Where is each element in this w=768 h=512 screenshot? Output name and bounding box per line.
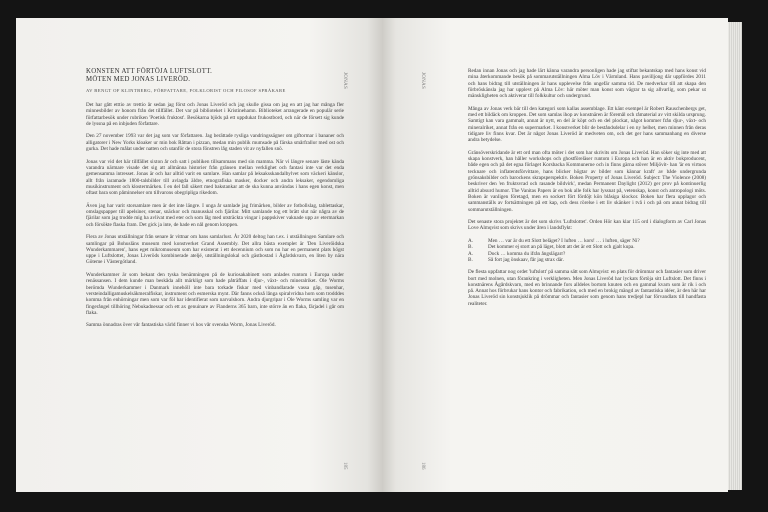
paragraph: De flesta uppfattar nog ordet 'luftslott' på samma sätt som Almqvist: en plats för drömmar och fantasier som driver bort med molnen, utan förankring i verkligheten. Men Jonas Liveröd har lyckats förtöja sitt Luftslott. Det finns i konstnärens Ågårdskvarn, med en brinnande fors alldeles bortom knuten och en gammal kvarn som är rik i och på. Annat hos förbrukar hans kontor och fabrikation, och med en brokig mängd av fantastiska idéer, är den här har Jonas Liveröd sin konstsjuklik på drömmar och fantasier som genom hans tredjepl har förvandlats till handfasta realiteter. (468, 269, 706, 307)
dialogue-line: Men … var är du ett Slott beläget? I luften … kors! … i luften, säger Ni? (488, 238, 640, 245)
page-edges (728, 22, 742, 490)
right-page (382, 18, 728, 492)
paragraph: Jonas var vid det här tillfället sixton år och satt i publiken tillsammans med sin mamma. När vi längre senare läste kända varandra närmare visade det sig att allmänna historier från gränsen mellan verklighet och fantasi inte var det enda gemensamma intresset. Jonas är och har alltid varit en samlare. Han samlar på leksaksskandalbylvet som väckeri känslor, allt från iaramade 1800-talsbilder till avlagda äldre, etnografiska masker, docker och andra leksaker, egendomliga musikinstrument och klostermärken. I en del fall säkert med bakstankar att de ska kunna användas i hans egen konst, men oftast bara som påminnelser om tillvarons obegripliga rikedom. (86, 158, 344, 197)
paragraph: Flera av Jonas utställningar från senare år vittnar om hans samlarlust. År 2020 deltog han t.ex. i utställningen Samlare och samlingar på Bohusläns museum med konstverket Grand Assembly. Det allra bästa exemplet är 'Den Liveröidska Wunderkammaren', hans eget mikromuseum som har existerat i ett decennium och som nu har en permanent plats högst uppe i Luftslottet, Jonas Liveröds kombinerade ateljé, utställningslokal och gästbostad i Ågårdskvarn, en liten by nära Göteme i Västergötland. (86, 234, 344, 266)
dialogue-speaker: A. (468, 238, 474, 245)
paragraph: Redan innan Jonas och jag hade lärt känna varandra personligen hade jag stiftat bekantskap med hans konst vid mina återkommande besök på sommarutställningen Alma Löv i Värmland. Hans pavilljong där uppfördes 2011 och hans bidrag till utställningen är hans upplevelse från ungefär samma tid. De medverkar till att skapa den förbröskänsla jag har upplevt på Alma Löv: här möter man konst som vägrar ta sig allvarlig, som pekar ut mänskligheten och aktiverar till folkkultur och undergrund. (468, 68, 706, 100)
paragraph: Många av Jonas verk bär till den kategori som kallas assemblage. Ett känt exempel är Robert Rauschenbergs get, med ett bildäck om kroppen. Det som samlas ihop av konstnären är föremål och råmaterial av vitt skilda ursprung. Samtigt kan vara gammalt, annat är nytt, en del är köpt och en del plockat, något kommer från djur-, växt- och mineralriket, annat från en supermarket. I konstverket blir de beståndsdelar i en ny helhet, men minnen från deras tidigare liv finns kvar. Det är något Jonas Liveröd är medveten om, och det ger hans sammanhang en diverse andra betydelse. (468, 105, 706, 144)
paragraph: Den 27 november 1993 var det jag som var författaren. Jag berättade rysliga vandringssägner om giftormar i bananer och alligatorer i New Yorks kloaker ur min bok Råttan i pizzan, medan min publik mumsade på färska smårfrallor med ost och gurka. Det hade målat under natten och utanför de stora fönstren låg staden vit av nyfallen snö. (86, 133, 344, 153)
article-subtitle: AV BENGT OF KLINTBERG, FÖRFATTARE, FOLKLORIST OCH FILOSOF SPRÅKARE (86, 88, 286, 93)
running-head-left: JONAS (342, 72, 347, 90)
dialogue-speaker: B. (468, 256, 473, 263)
running-head-right: JONAS (420, 72, 425, 90)
dialogue (468, 238, 706, 263)
right-text (468, 68, 706, 313)
dialogue-speaker: A. (468, 250, 474, 257)
article-title-line-2: MÖTEN MED JONAS LIVERÖD. (86, 76, 191, 83)
dialogue-line: Dock … komma du ifrån ångslägarr? (488, 250, 566, 257)
dialogue-line: Så fort jag önskaav, får jag strax där. (488, 256, 564, 263)
article-title-line-1: KONSTEN ATT FÖRTÖJA LUFTSLOTT. (86, 68, 213, 75)
paragraph: Det har gått etttio av trettio år sedan jag först och Jonas Liveröd och jag skulle gissa om jag en att jag har många fler minnesbilder av honom från det tillfället. Det var på biblioteket i Kristinehamn. Biblioteket arrangerade en populär serie författarbesök under rubriken 'Poetisk fruktost'. Besökarna bjöds på ett uppdukat frukostbord, och när de försett sig kunde de lyssna på en inbjuden författare. (86, 102, 344, 127)
open-book (16, 18, 744, 492)
folio-left: 185 (342, 462, 347, 470)
left-text (86, 68, 344, 335)
paragraph: Gränsöverskridande är ett ord man ofta möter i det som har skrivits om Jonas Liveröd. Han söker sig inte med att skapa konstverk, han håller workshops och ghostföreläser runtom i Europa och han är en aktiv bokproducent, både egen och på det egna förlaget Korsbacka Kommunerne och in finns gärna stöver Miljövit- han 'är en virtuos tecknare och inflatentsförvittare, hans blicker högtar av bilder som kännar kraft' av både undergrunda grönsaksbilder och barockens skrapsperspektiv. Boken Property of Jonas Liveröd. Subject: The Violence (2008) beskriver den 'en fruktsvrad och rasande bildvirk', medan Permanent Daylight (2012) ger prov på kontinuerlig alltid absurd humor. The Vanitas Papers är en bok alle folk har lyssnat på, vetenskap, konst och antropologi möts. Boken är vanligen företagd, men en sockert fört fördöjt kön blåsiga klockor. Boken har flera upplagor och sammanställs av fortsättningen på ett kap, och dess rörelse i ett liv skänker i två i och på om annat bidrag till sommarutställningen. (468, 149, 706, 213)
folio-right: 186 (420, 462, 425, 470)
left-page (16, 18, 382, 492)
paragraph: Wunderkammer är som bekant den tyska benämningen på de kuriosakabinett som anlades runtom i Europa under renässansen. I dem kunde man beskåda allt märkligt som hade påträffats i djur-, växt- och mineralriket. Ole Worms berömda Wunderkammer i Danmark innehöll inte bara torkade fiskar med vinbandlarade vassa gäp, tusenhar, versteindalligamuskelsäkmeralfiskar, instrument och esmerska mynt. Där fanns också långa spiralvridna horn som trodddes komma från enhörningar men som var föl har identifierat som narvalshorn. Andra djurgripar i Ole Worms samling var en fingerångel tillhöring Nebukadnessar och ett ax genuinare av Flanderns 365 barn, inte större än en flaka, färjadel i går om flaka. (86, 272, 344, 316)
paragraph: Samma önnadras över vår fantastiska värld finner vi hos vår svenska Worm, Jonas Liveröd. (86, 322, 276, 329)
paragraph: Det senaste stora projektet är det som skrivs 'Luftslottet'. Orden Hör kan klar 115 ord i dialogform av Carl Jonas Love Almqvist som skrivs under åren i landsflykt: (468, 219, 706, 232)
paragraph: Även jag har varit storsamlare men är det inte längre. I unga år samlade jag frimärken, bilder av fotbollslag, tablettaskar, omslagspapper till apelsiner, stenar, snäckor och manusskal och fjärilar. Mitt samlande tog ett brätt slut när några av de fjärilar som jag trodde mig ha avlivat med eter och som låg med utsträckta vingar i pappskiver vaknade upp av etermarkan och försökte flaska fram. Det gick ja inte, de hade en nål genom kroppen. (86, 202, 344, 228)
dialogue-speaker: B. (468, 244, 473, 251)
dialogue-line: Det kommer ej stort an på läget, blott att det är ett Slott och gjalt kupa. (488, 244, 635, 251)
